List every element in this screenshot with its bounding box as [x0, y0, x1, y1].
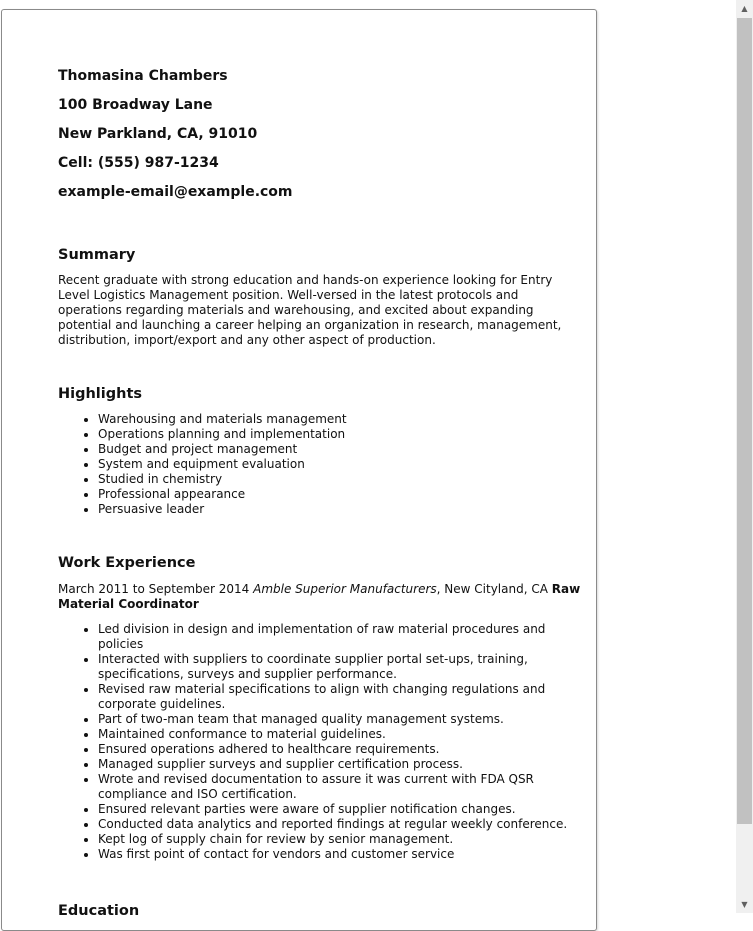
- job-bullet: • Maintained conformance to material guidelines.: [98, 727, 584, 742]
- job-bullet: • Interacted with suppliers to coordinate supplier portal set-ups, training, specifications, surveys and supplier performance.: [98, 652, 584, 682]
- job-bullet: • Was first point of contact for vendors and customer service: [98, 847, 584, 862]
- job-bullet: • Part of two-man team that managed quality management systems.: [98, 712, 584, 727]
- job-bullet: • Ensured operations adhered to healthcare requirements.: [98, 742, 584, 757]
- education-heading: Education: [58, 903, 140, 919]
- summary-heading: Summary: [58, 247, 136, 263]
- job-bullet: • Managed supplier surveys and supplier certification process.: [98, 757, 584, 772]
- job-role: Raw Material Coordinator: [58, 582, 581, 611]
- scrollbar-thumb[interactable]: [737, 18, 752, 824]
- job-header: [58, 582, 584, 612]
- summary-text: Recent graduate with strong education and hands-on experience looking for Entry Level Logistics Management position. Well-versed in the latest protocols and operations regarding materials and warehousing, and excited about expanding potential and launching a career helping an organization in research, management, distribution, import/export and any other aspect of production.: [58, 273, 562, 347]
- job-bullet: • Wrote and revised documentation to assure it was current with FDA QSR compliance and ISO certification.: [98, 772, 584, 802]
- highlight-item: • Warehousing and materials management: [98, 412, 584, 427]
- job-bullet: • Revised raw material specifications to align with changing regulations and corporate guidelines.: [98, 682, 584, 712]
- contact-phone: Cell: (555) 987-1234: [58, 155, 219, 171]
- job-location: , New Cityland, CA: [436, 582, 548, 596]
- scroll-up-arrow-icon[interactable]: ▲: [741, 4, 748, 13]
- contact-city: New Parkland, CA, 91010: [58, 126, 258, 142]
- highlight-item: • Budget and project management: [98, 442, 584, 457]
- resume-page: [1, 9, 597, 931]
- highlight-item: • Operations planning and implementation: [98, 427, 584, 442]
- job-bullet: • Kept log of supply chain for review by senior management.: [98, 832, 584, 847]
- job-bullet: • Led division in design and implementation of raw material procedures and policies: [98, 622, 584, 652]
- scroll-down-arrow-icon[interactable]: ▼: [741, 900, 748, 909]
- vertical-scrollbar[interactable]: [736, 0, 753, 913]
- job-company: Amble Superior Manufacturers: [253, 582, 437, 596]
- highlight-item: • Studied in chemistry: [98, 472, 584, 487]
- resume-content: [58, 62, 584, 919]
- contact-block: [58, 62, 584, 207]
- contact-address: 100 Broadway Lane: [58, 97, 213, 113]
- job-bullets: [58, 622, 584, 862]
- experience-heading: Work Experience: [58, 555, 196, 571]
- job-bullet: • Ensured relevant parties were aware of supplier notification changes.: [98, 802, 584, 817]
- job-bullet: • Conducted data analytics and reported findings at regular weekly conference.: [98, 817, 584, 832]
- highlights-list: [58, 412, 584, 517]
- highlights-heading: Highlights: [58, 386, 143, 402]
- highlight-item: • System and equipment evaluation: [98, 457, 584, 472]
- highlight-item: • Persuasive leader: [98, 502, 584, 517]
- contact-name: Thomasina Chambers: [58, 68, 228, 84]
- contact-email: example-email@example.com: [58, 184, 293, 200]
- job-dates: March 2011 to September 2014: [58, 582, 250, 596]
- highlight-item: • Professional appearance: [98, 487, 584, 502]
